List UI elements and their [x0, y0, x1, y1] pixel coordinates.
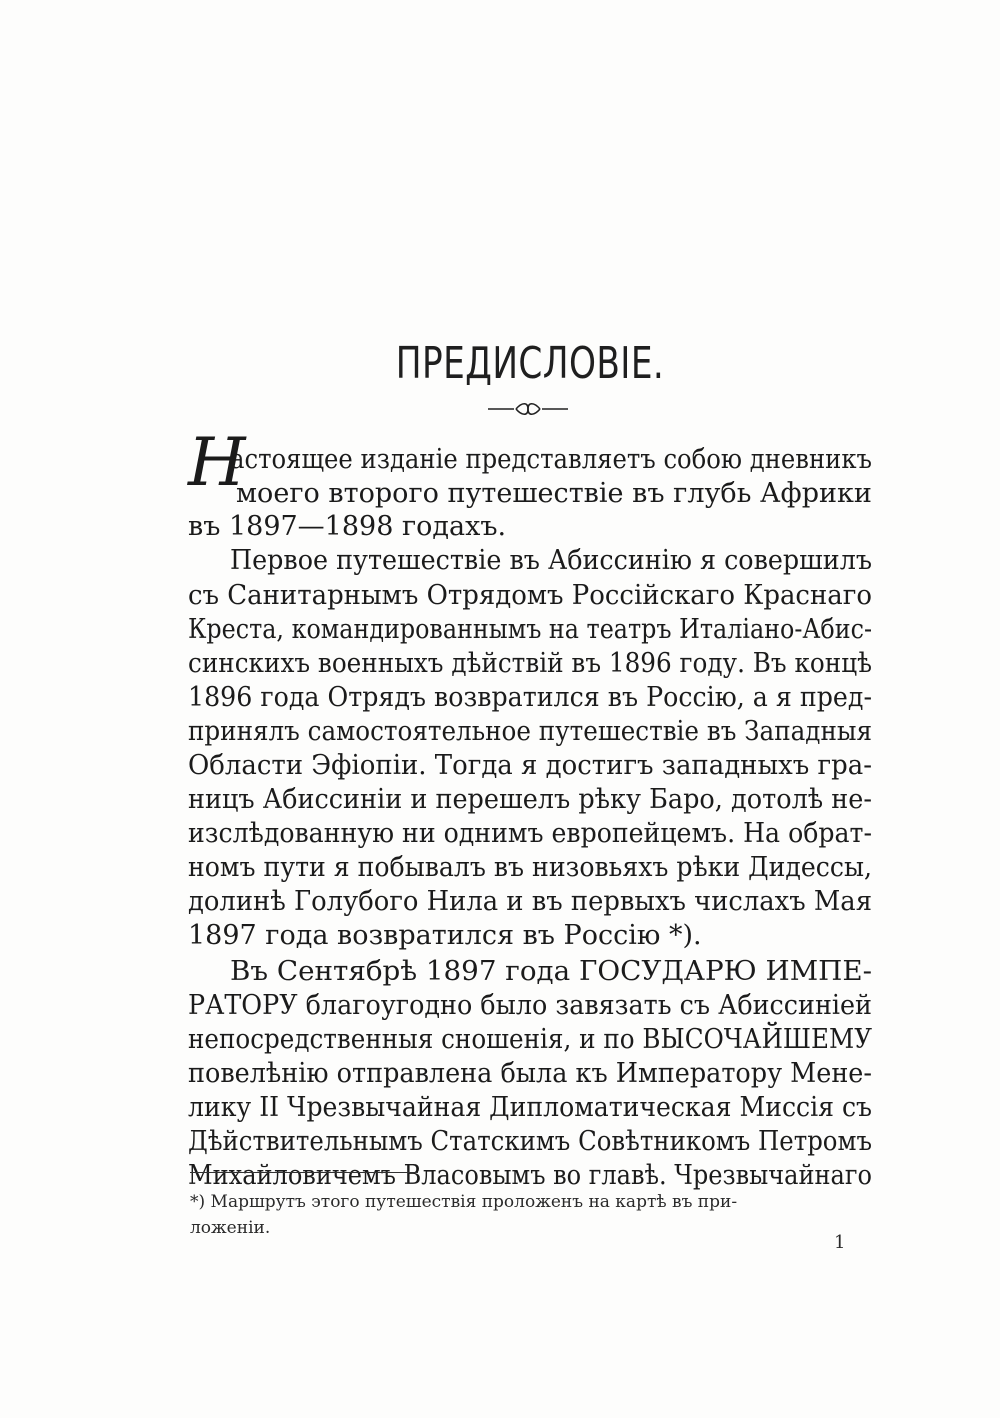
- drop-cap: Н: [188, 424, 246, 501]
- text-line: моего второго путешествіе въ глубь Африки: [236, 478, 872, 509]
- text-line: 1897 года возвратился въ Россію *).: [188, 920, 702, 951]
- text-line: номъ пути я побывалъ въ низовьяхъ рѣки Дидессы,: [188, 852, 873, 883]
- text-line: ницъ Абиссиніи и перешелъ рѣку Баро, дотолѣ не-: [188, 784, 873, 815]
- text-line: съ Санитарнымъ Отрядомъ Россійскаго Краснаго: [188, 580, 872, 611]
- footnote-rule: [190, 1172, 418, 1173]
- text-line: синскихъ военныхъ дѣйствій въ 1896 году. Въ концѣ: [188, 648, 872, 679]
- footnote-line: *) Маршрутъ этого путешествія проложенъ на картѣ въ при-: [190, 1192, 738, 1212]
- footnote-line: ложеніи.: [190, 1218, 271, 1238]
- text-line: изслѣдованную ни однимъ европейцемъ. На обрат-: [188, 818, 872, 849]
- text-line: 1896 года Отрядъ возвратился въ Россію, а я пред-: [188, 682, 872, 713]
- text-line: Въ Сентябрѣ 1897 года ГОСУДАРЮ ИМПЕ-: [230, 956, 872, 987]
- text-line: Михайловичемъ Власовымъ во главѣ. Чрезвычайнаго: [188, 1160, 872, 1191]
- text-line: принялъ самостоятельное путешествіе въ Западныя: [188, 716, 872, 747]
- text-line: астоящее изданіе представляетъ собою дневникъ: [230, 444, 873, 475]
- text-line: Области Эфіопіи. Тогда я достигъ западныхъ гра-: [188, 750, 872, 781]
- text-line: Первое путешествіе въ Абиссинію я совершилъ: [230, 545, 872, 576]
- text-line: долинѣ Голубого Нила и въ первыхъ числахъ Мая: [188, 886, 872, 917]
- text-line: Дѣйствительнымъ Статскимъ Совѣтникомъ Петромъ: [188, 1126, 872, 1157]
- page-number: 1: [834, 1232, 846, 1253]
- text-line: непосредственныя сношенія, и по ВЫСОЧАЙШЕМУ: [188, 1024, 873, 1055]
- text-line: въ 1897—1898 годахъ.: [188, 511, 507, 542]
- text-line: Креста, командированнымъ на театръ Италіано-Абис-: [188, 614, 872, 645]
- text-line: лику II Чрезвычайная Дипломатическая Миссія съ: [188, 1092, 873, 1123]
- page-title: ПРЕДИСЛОВІЕ.: [395, 338, 665, 389]
- text-line: РАТОРУ благоугодно было завязать съ Абиссиніей: [188, 990, 872, 1021]
- text-line: повелѣнію отправлена была къ Императору Мене-: [188, 1058, 872, 1089]
